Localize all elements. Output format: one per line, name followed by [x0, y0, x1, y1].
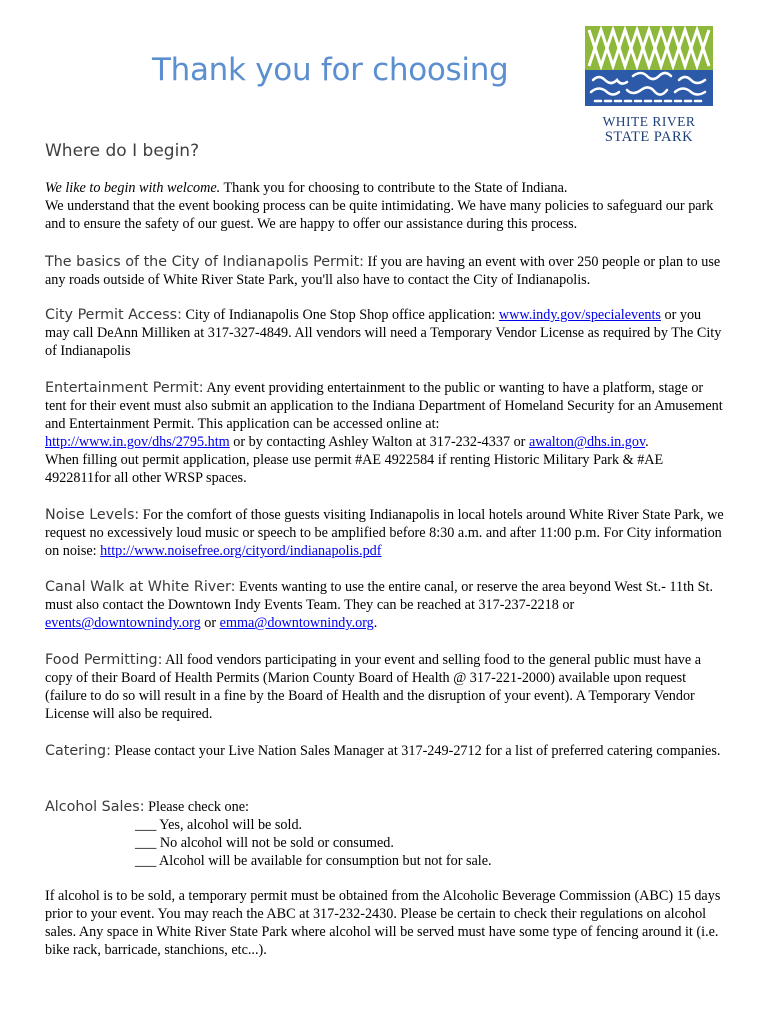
canal-link-2[interactable]: emma@downtownindy.org [219, 615, 374, 631]
entertainment-text-3: . [645, 434, 649, 450]
intro-italic: We like to begin with welcome. [45, 180, 221, 196]
entertainment-text-1: Any event providing entertainment to the public or wanting to have a platform, stage or tent for their event must also submit an application to the Indiana Department of Homeland Security for an Amusement and Entertainment Permit. This application can be accessed online at: [45, 380, 723, 432]
entertainment-heading: Entertainment Permit: [45, 380, 204, 396]
city-heading: City Permit Access: [45, 307, 182, 323]
city-link[interactable]: www.indy.gov/specialevents [498, 307, 661, 323]
entertainment-text-4: When filling out permit application, please use permit #AE 4922584 if renting Historic Military Park & #AE 4922811for all other WRSP spaces. [45, 452, 664, 486]
intro-text-1: Thank you for choosing to contribute to the State of Indiana. [220, 180, 568, 196]
section-basics [45, 253, 725, 289]
section-noise [45, 506, 725, 560]
noise-link[interactable]: http://www.noisefree.org/cityord/indianapolis.pdf [100, 543, 382, 559]
alcohol-option-not-for-sale[interactable]: ___ Alcohol will be available for consumption but not for sale. [135, 853, 492, 869]
food-text: All food vendors participating in your event and selling food to the general public must have a copy of their Board of Health Permits (Marion County Board of Health @ 317-221-2000) available upon request (failure to do so will result in a fine by the Board of Health and the disruption of your event). A Temporary Vendor License will also be required. [45, 652, 702, 722]
park-emblem-icon [583, 26, 715, 112]
section-food [45, 651, 725, 723]
page-subtitle: Where do I begin? [45, 141, 200, 161]
alcohol-option-yes[interactable]: ___ Yes, alcohol will be sold. [135, 817, 303, 833]
entertainment-link-1[interactable]: http://www.in.gov/dhs/2795.htm [45, 434, 230, 450]
intro-text-2: We understand that the event booking process can be quite intimidating. We have many policies to safeguard our park and to ensure the safety of our guest. We are happy to offer our assistance during this process. [45, 198, 714, 232]
canal-link-1[interactable]: events@downtownindy.org [45, 615, 201, 631]
page-title: Thank you for choosing [152, 52, 509, 88]
city-text-1: City of Indianapolis One Stop Shop office application: [181, 307, 499, 323]
catering-heading: Catering: [45, 743, 111, 759]
alcohol-closing: If alcohol is to be sold, a temporary permit must be obtained from the Alcoholic Beverage Commission (ABC) 15 days prior to your event. You may reach the ABC at 317-232-2430. Please be certain to check their regulations on alcohol sales. Any space in White River State Park where alcohol will be served must have some type of fencing around it (i.e. bike rack, barricade, stanchions, etc...). [45, 888, 721, 958]
alcohol-closing-paragraph [45, 887, 725, 959]
logo-text-line2: STATE PARK [604, 129, 694, 145]
city-text-2: or you may call DeAnn Milliken at 317-327-4849. All vendors will need a Temporary Vendor License as required by The City of Indianapolis [45, 307, 722, 359]
basics-heading: The basics of the City of Indianapolis Permit: [45, 254, 364, 270]
food-heading: Food Permitting: [45, 652, 163, 668]
canal-heading: Canal Walk at White River: [45, 579, 236, 595]
logo-text-line1: WHITE RIVER [602, 114, 696, 129]
section-catering [45, 742, 725, 760]
entertainment-text-2: or by contacting Ashley Walton at 317-232-4337 or [229, 434, 529, 450]
noise-text-1: For the comfort of those guests visiting Indianapolis in local hotels around White River State Park, we request no excessively loud music or speech to be amplified before 8:30 a.m. and after 11:00 p.m. For City information on noise: [45, 507, 724, 559]
section-city-permit [45, 306, 725, 360]
catering-text: Please contact your Live Nation Sales Manager at 317-249-2712 for a list of preferred catering companies. [110, 743, 721, 759]
canal-text-1: Events wanting to use the entire canal, or reserve the area beyond West St.- 11th St. must also contact the Downtown Indy Events Team. They can be reached at 317-237-2218 or [45, 579, 714, 613]
entertainment-link-2[interactable]: awalton@dhs.in.gov [528, 434, 646, 450]
alcohol-option-no[interactable]: ___ No alcohol will not be sold or consumed. [135, 835, 394, 851]
noise-heading: Noise Levels: [45, 507, 140, 523]
section-canal [45, 578, 725, 632]
section-alcohol [45, 798, 725, 870]
intro-paragraph [45, 179, 725, 233]
alcohol-heading: Alcohol Sales: [45, 799, 145, 815]
section-entertainment [45, 379, 725, 487]
white-river-state-park-logo [583, 26, 715, 146]
canal-text-3: . [373, 615, 378, 631]
basics-text: If you are having an event with over 250 people or plan to use any roads outside of White River State Park, you'll also have to contact the City of Indianapolis. [45, 254, 721, 288]
alcohol-text: Please check one: [144, 799, 249, 815]
canal-text-2: or [200, 615, 220, 631]
